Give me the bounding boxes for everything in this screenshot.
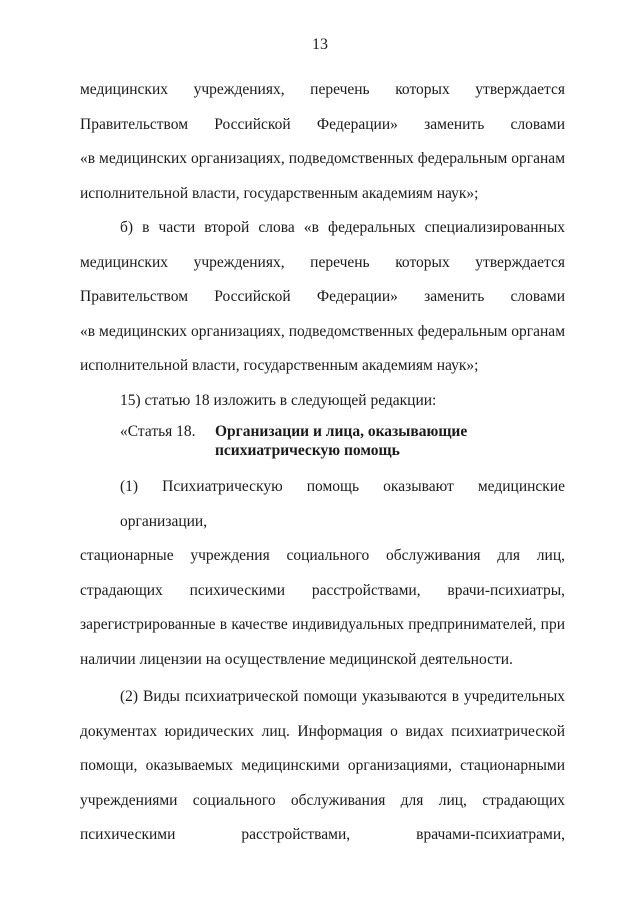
text-line: медицинских учреждениях, перечень которых утверждается [80,81,565,98]
text-line: Правительством Российской Федерации» заменить словами [80,115,565,133]
text-line: документах юридических лиц. Информация о видах психиатрической [80,722,565,740]
paragraph-a-continuation [80,73,565,211]
text-line: «в медицинских организациях, подведомственных федеральным органам [80,150,565,167]
page-number: 13 [312,36,328,53]
paragraph-15 [80,384,565,419]
text-line: зарегистрированные в качестве индивидуальных предпринимателей, при [80,616,565,633]
text-line: учреждениями социального обслуживания для лиц, страдающих [80,791,565,809]
article-title: Организации и лица, оказывающие психиатрическую помощь [215,423,468,459]
text-line: Правительством Российской Федерации» заменить словами [80,288,565,305]
text-line: страдающих психическими расстройствами, врачи-психиатры, [80,581,565,599]
text-line: наличии лицензии на осуществление медицинской деятельности. [80,650,513,668]
text-line: психическими расстройствами, врачами-психиатрами, [80,826,565,843]
text-line: (2) Виды психиатрической помощи указываются в учредительных [120,688,565,705]
document-body [80,73,565,853]
text-line: 15) статью 18 изложить в следующей редакции: [120,391,437,409]
text-line: стационарные учреждения социального обслуживания для лиц, [80,547,565,564]
article-heading [80,422,565,460]
text-line: медицинских учреждениях, перечень которых утверждается [80,253,565,271]
text-line: помощи, оказываемых медицинскими организациями, стационарными [80,757,565,774]
paragraph-1 [80,470,565,677]
article-number: «Статья 18. [120,423,196,440]
text-line: б) в части второй слова «в федеральных специализированных [120,219,565,236]
paragraph-2 [80,680,565,853]
text-line: исполнительной власти, государственным академиям наук»; [80,184,479,202]
text-line: «в медицинских организациях, подведомственных федеральным органам [80,322,565,340]
text-line: (1) Психиатрическую помощь оказывают медицинские организации, [120,478,565,530]
paragraph-b [80,211,565,384]
text-line: исполнительной власти, государственным академиям наук»; [80,357,479,374]
